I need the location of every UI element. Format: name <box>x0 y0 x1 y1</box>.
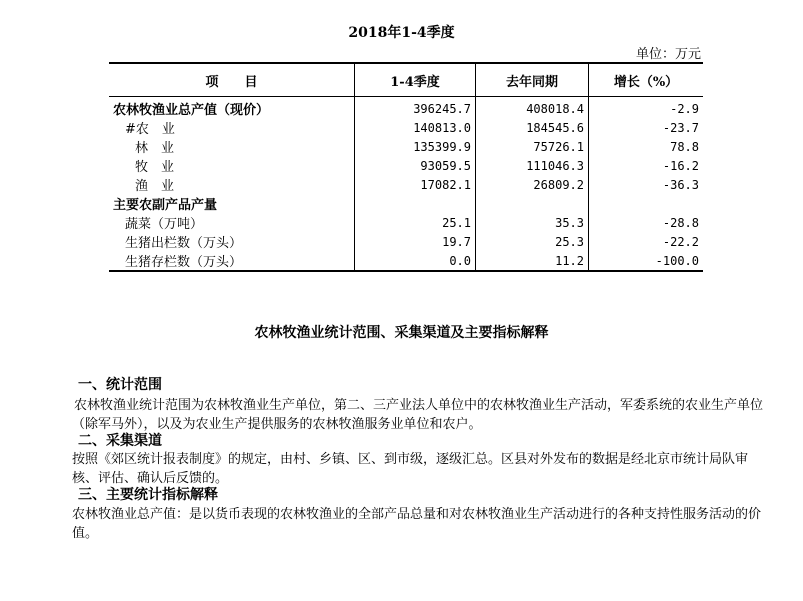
row-label: 蔬菜（万吨） <box>125 217 204 232</box>
section-3-heading <box>78 486 774 505</box>
section-3-heading-text: 三、主要统计指标解释 <box>78 487 218 503</box>
cell-q1-4: 93059.5 <box>355 156 476 175</box>
cell-q1-4: 396245.7 <box>355 97 476 119</box>
row-label: 林 业 <box>135 141 175 156</box>
cell-q1-4: 140813.0 <box>355 118 476 137</box>
section-1-paragraph: 农林牧渔业统计范围为农林牧渔业生产单位，第二、三产业法人单位中的农林牧渔业生产活动，军委系统的农业生产单位（除军马外），以及为农业生产提供服务的农林牧渔服务业单位和农户。 <box>72 398 764 432</box>
section-2-heading <box>78 432 774 451</box>
section-1-heading <box>78 376 774 395</box>
cell-growth: -2.9 <box>589 97 704 119</box>
cell-growth <box>589 194 704 213</box>
cell-growth: -28.8 <box>589 213 704 232</box>
table-row <box>109 251 703 271</box>
cell-growth: -16.2 <box>589 156 704 175</box>
row-label: 农林牧渔业总产值（现价） <box>113 103 270 118</box>
row-label: 生猪出栏数（万头） <box>125 236 243 251</box>
table-header-row <box>109 63 703 97</box>
table-row <box>109 156 703 175</box>
cell-q1-4: 0.0 <box>355 251 476 271</box>
cell-last-year <box>476 194 589 213</box>
cell-growth: -100.0 <box>589 251 704 271</box>
cell-q1-4: 135399.9 <box>355 137 476 156</box>
row-label: 牧 业 <box>135 160 175 175</box>
cell-last-year: 184545.6 <box>476 118 589 137</box>
table-row <box>109 137 703 156</box>
row-label: 主要农副产品产量 <box>113 198 218 213</box>
column-header-q1-4: 1-4季度 <box>355 63 476 97</box>
table-row <box>109 97 703 119</box>
cell-growth: 78.8 <box>589 137 704 156</box>
table-body <box>109 97 703 272</box>
cell-growth: -36.3 <box>589 175 704 194</box>
table-row <box>109 118 703 137</box>
column-header-growth: 增长（%） <box>589 63 704 97</box>
table-row <box>109 213 703 232</box>
cell-growth: -22.2 <box>589 232 704 251</box>
cell-last-year: 35.3 <box>476 213 589 232</box>
cell-q1-4: 17082.1 <box>355 175 476 194</box>
section-title: 农林牧渔业统计范围、采集渠道及主要指标解释 <box>254 325 549 341</box>
table-row <box>109 175 703 194</box>
column-header-item: 项 目 <box>109 63 355 97</box>
section-3-paragraph: 农林牧渔业总产值：是以货币表现的农林牧渔业的全部产品总量和对农林牧渔业生产活动进行的各种支持性服务活动的价值。 <box>72 507 762 541</box>
cell-q1-4: 19.7 <box>355 232 476 251</box>
cell-q1-4 <box>355 194 476 213</box>
table-row <box>109 194 703 213</box>
report-title: 2018年1-4季度 <box>348 25 455 41</box>
cell-last-year: 25.3 <box>476 232 589 251</box>
section-1-heading-text: 一、统计范围 <box>78 377 162 393</box>
statistics-table <box>109 62 703 272</box>
section-2-heading-text: 二、采集渠道 <box>78 433 162 449</box>
cell-last-year: 408018.4 <box>476 97 589 119</box>
cell-last-year: 26809.2 <box>476 175 589 194</box>
cell-last-year: 75726.1 <box>476 137 589 156</box>
section-2-paragraph: 按照《郊区统计报表制度》的规定，由村、乡镇、区、到市级，逐级汇总。区县对外发布的数据是经北京市统计局队审核、评估、确认后反馈的。 <box>72 452 749 486</box>
row-label: 渔 业 <box>135 179 175 194</box>
cell-last-year: 11.2 <box>476 251 589 271</box>
cell-growth: -23.7 <box>589 118 704 137</box>
column-header-last-year: 去年同期 <box>476 63 589 97</box>
cell-last-year: 111046.3 <box>476 156 589 175</box>
table-row <box>109 232 703 251</box>
row-label: 生猪存栏数（万头） <box>109 251 355 271</box>
unit-label: 单位：万元 <box>635 47 701 62</box>
cell-q1-4: 25.1 <box>355 213 476 232</box>
row-label: #农 业 <box>125 122 175 137</box>
